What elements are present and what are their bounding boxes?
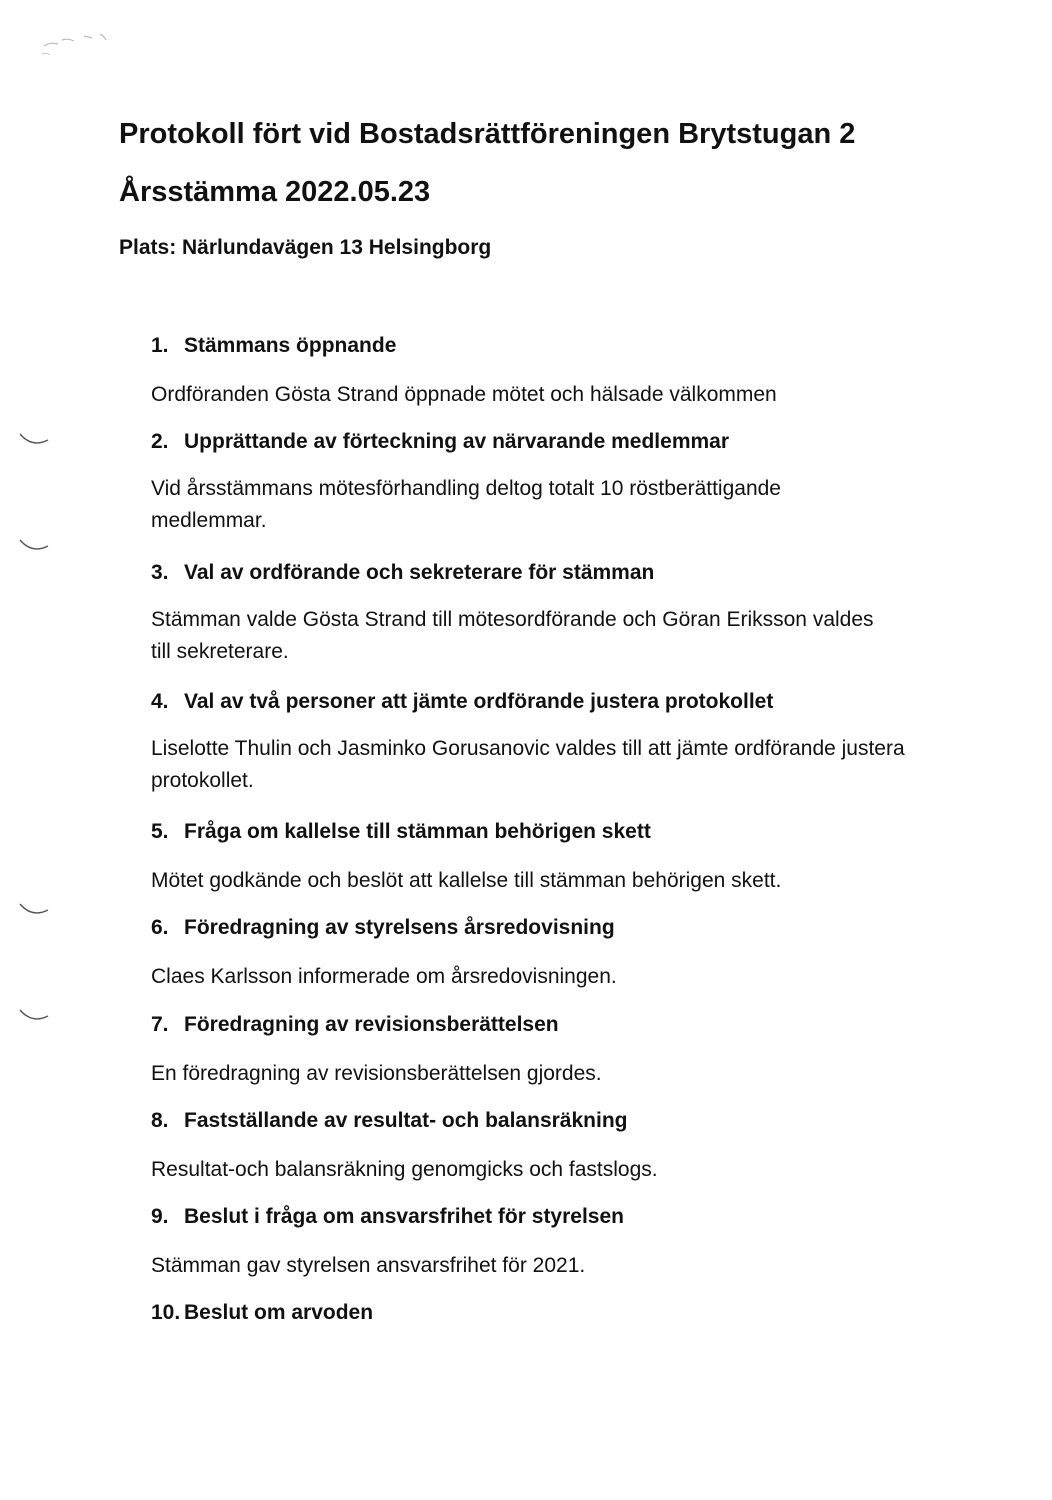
agenda-item	[151, 817, 911, 897]
agenda-item-title: Stämmans öppnande	[184, 334, 397, 357]
agenda-item-body: Ordföranden Gösta Strand öppnade mötet och hälsade välkommen	[151, 383, 777, 406]
agenda-item-heading	[151, 331, 911, 361]
agenda-item	[151, 331, 911, 411]
agenda-item-number: 2.	[151, 430, 169, 453]
agenda-item-heading	[151, 1298, 911, 1328]
agenda-item	[151, 1202, 911, 1282]
agenda-item-title: Upprättande av förteckning av närvarande medlemmar	[184, 430, 730, 453]
meeting-place: Plats: Närlundavägen 13 Helsingborg	[119, 236, 492, 259]
agenda-item	[151, 558, 911, 668]
agenda-item-heading	[151, 687, 911, 717]
agenda-item-title: Fastställande av resultat- och balansräkning	[184, 1109, 628, 1132]
agenda-item-title: Fråga om kallelse till stämman behörigen skett	[184, 820, 651, 843]
document-title: Protokoll fört vid Bostadsrättföreningen Brytstugan 2	[119, 118, 856, 150]
agenda-item-heading	[151, 1202, 911, 1232]
agenda-item-heading	[151, 817, 911, 847]
agenda-item-number: 5.	[151, 820, 169, 843]
agenda-item	[151, 913, 911, 993]
agenda-item-heading	[151, 1010, 911, 1040]
agenda-item-title: Val av två personer att jämte ordförande justera protokollet	[184, 690, 774, 713]
agenda-item-body: En föredragning av revisionsberättelsen gjordes.	[151, 1062, 602, 1085]
agenda-item-number: 8.	[151, 1109, 169, 1132]
agenda-item-number: 7.	[151, 1013, 169, 1036]
agenda-item-number: 10.	[151, 1301, 181, 1324]
agenda-item-body: Stämman gav styrelsen ansvarsfrihet för 2021.	[151, 1254, 586, 1277]
agenda-item	[151, 427, 911, 537]
agenda-item-body: Claes Karlsson informerade om årsredovisningen.	[151, 965, 617, 988]
document-subtitle: Årsstämma 2022.05.23	[119, 176, 431, 208]
agenda-item-title: Beslut om arvoden	[184, 1301, 374, 1324]
agenda-item-title: Föredragning av styrelsens årsredovisning	[184, 916, 615, 939]
agenda-item-body: Mötet godkände och beslöt att kallelse till stämman behörigen skett.	[151, 869, 782, 892]
punch-hole-mark	[18, 534, 50, 556]
agenda-item-body: Resultat-och balansräkning genomgicks och fastslogs.	[151, 1158, 658, 1181]
agenda-item-heading	[151, 1106, 911, 1136]
agenda-item-number: 1.	[151, 334, 169, 357]
agenda-item	[151, 1010, 911, 1090]
agenda-item-body: Liselotte Thulin och Jasminko Gorusanovic valdes till att jämte ordförande justera protokollet.	[151, 737, 905, 792]
punch-hole-mark	[18, 428, 50, 450]
punch-hole-mark	[18, 1004, 50, 1026]
agenda-item	[151, 687, 911, 797]
agenda-item-number: 6.	[151, 916, 169, 939]
agenda-item-body: Stämman valde Gösta Strand till mötesordförande och Göran Eriksson valdes till sekreterare.	[151, 608, 874, 663]
scan-artifact	[40, 28, 120, 58]
agenda-item-title: Föredragning av revisionsberättelsen	[184, 1013, 559, 1036]
agenda-item-title: Beslut i fråga om ansvarsfrihet för styrelsen	[184, 1205, 624, 1228]
agenda-item-body: Vid årsstämmans mötesförhandling deltog totalt 10 röstberättigande medlemmar.	[151, 477, 781, 532]
agenda-item-number: 3.	[151, 561, 169, 584]
agenda-item-heading	[151, 427, 911, 457]
punch-hole-mark	[18, 898, 50, 920]
agenda-item-number: 4.	[151, 690, 169, 713]
agenda-item	[151, 1298, 911, 1328]
agenda-item	[151, 1106, 911, 1186]
agenda-item-number: 9.	[151, 1205, 169, 1228]
agenda-item-title: Val av ordförande och sekreterare för stämman	[184, 561, 655, 584]
agenda-item-heading	[151, 913, 911, 943]
agenda-item-heading	[151, 558, 911, 588]
